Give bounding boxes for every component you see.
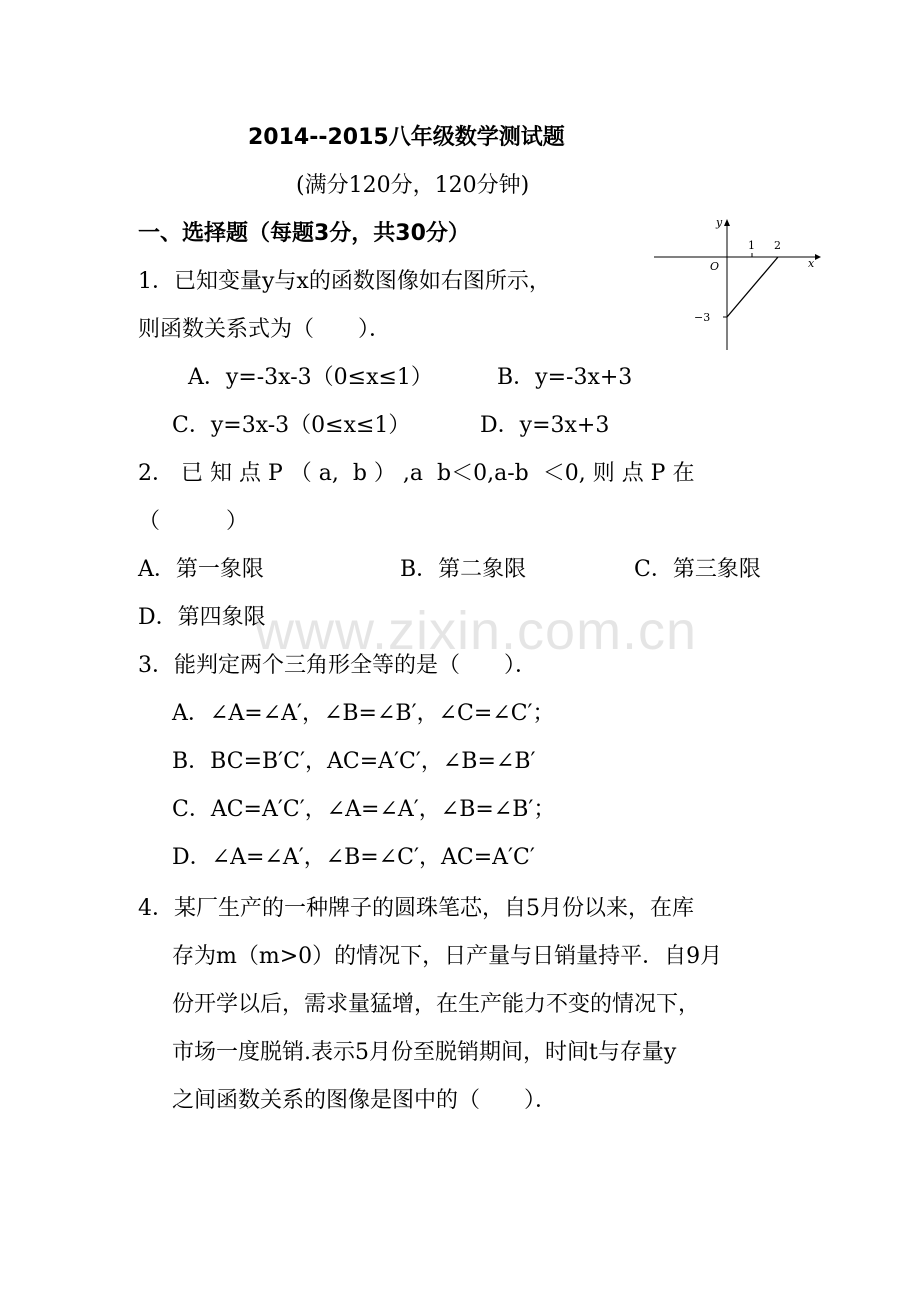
- y-axis-label: y: [716, 216, 723, 229]
- q2-option-a: A．第一象限: [138, 557, 264, 582]
- q1-function-graph: [650, 212, 825, 352]
- page-title: 2014--2015八年级数学测试题: [248, 125, 565, 150]
- q2-option-c: C．第三象限: [634, 557, 761, 582]
- q4-line5: 之间函数关系的图像是图中的（ ）．: [172, 1088, 558, 1113]
- y-axis-arrow-icon: [724, 219, 730, 226]
- x-axis-label: x: [808, 257, 815, 270]
- q2-option-b: B．第二象限: [400, 557, 527, 582]
- q4-line1: 4．某厂生产的一种牌子的圆珠笔芯，自5月份以来，在库: [138, 896, 694, 921]
- q2-stem-line2: （ ）: [138, 509, 249, 534]
- tick-label-neg3: −3: [694, 311, 711, 324]
- q4-line3: 份开学以后，需求量猛增，在生产能力不变的情况下，: [172, 992, 701, 1017]
- q3-option-c: C．AC=A′C′，∠A=∠A′，∠B=∠B′；: [172, 797, 556, 822]
- q3-option-b: B．BC=B′C′，AC=A′C′，∠B=∠B′: [172, 749, 536, 774]
- function-line: [727, 257, 778, 317]
- q2-stem-line1: 2． 已 知 点 P （ a, b ） ,a b＜0,a-b ＜0, 则 点 P 在: [138, 461, 695, 486]
- q3-option-a: A．∠A=∠A′，∠B=∠B′，∠C=∠C′；: [172, 701, 555, 726]
- tick-label-2: 2: [774, 239, 781, 252]
- q4-line2: 存为m（m>0）的情况下，日产量与日销量持平．自9月: [172, 944, 723, 969]
- q1-option-c: C．y=3x-3（0≤x≤1）: [172, 413, 411, 438]
- q1-option-a: A．y=-3x-3（0≤x≤1）: [188, 365, 433, 390]
- q2-option-d: D．第四象限: [138, 605, 266, 630]
- q1-stem-line2: 则函数关系式为（ ）．: [138, 317, 392, 342]
- q1-option-b: B．y=-3x+3: [497, 365, 633, 390]
- section-heading: 一、选择题（每题3分，共30分）: [138, 221, 470, 246]
- q1-option-d: D．y=3x+3: [480, 413, 610, 438]
- q1-stem-line1: 1．已知变量y与x的函数图像如右图所示，: [138, 269, 551, 294]
- watermark: www.zixin.com.cn: [255, 601, 698, 661]
- q4-line4: 市场一度脱销.表示5月份至脱销期间，时间t与存量y: [172, 1040, 677, 1065]
- origin-label: O: [710, 260, 720, 273]
- tick-label-1: 1: [748, 239, 755, 252]
- q3-stem: 3．能判定两个三角形全等的是（ ）．: [138, 653, 537, 678]
- page-subtitle: (满分120分，120分钟): [296, 173, 530, 198]
- q3-option-d: D．∠A=∠A′，∠B=∠C′，AC=A′C′: [172, 845, 535, 870]
- x-axis-arrow-icon: [815, 254, 821, 260]
